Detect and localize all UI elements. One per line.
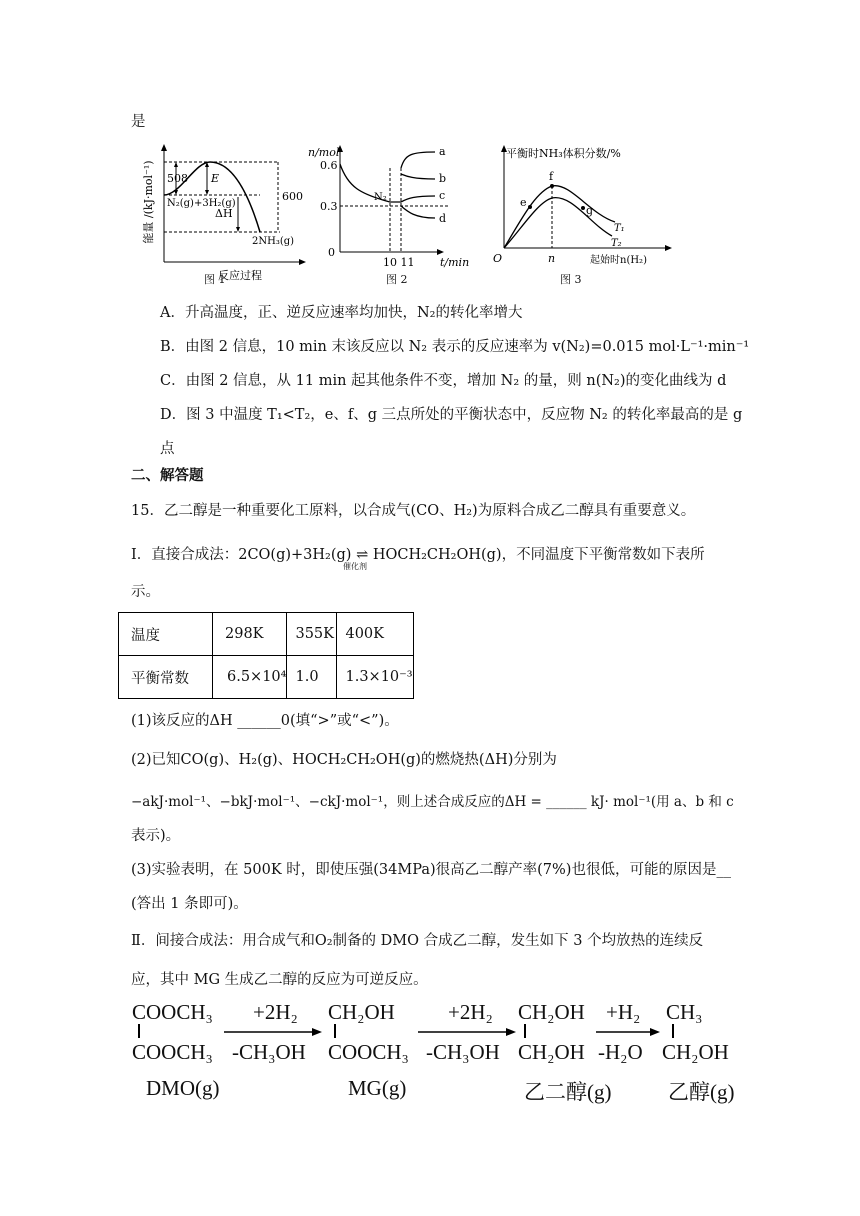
option-b: B．由图 2 信息，10 min 末该反应以 N₂ 表示的反应速率为 v(N₂)=0.015 mol·L⁻¹·min⁻¹	[160, 339, 750, 355]
ethanol-top: CH₃	[666, 1000, 703, 1024]
part2-text: Ⅱ．间接合成法：用合成气和O₂制备的 DMO 合成乙二醇，发生如下 3 个均放热的连续反	[131, 933, 704, 949]
option-d: D．图 3 中温度 T₁<T₂，e、f、g 三点所处的平衡状态中，反应物 N₂ 的转化率最高的是 g	[160, 407, 743, 423]
fig3-f: f	[549, 170, 554, 183]
arrow-icon	[418, 1026, 518, 1038]
table-cell: 400K	[337, 613, 414, 656]
table-cell: 355K	[287, 613, 337, 656]
section-title: 二、解答题	[131, 467, 204, 484]
equilibrium-table	[118, 612, 414, 699]
eg-name: 乙二醇(g)	[524, 1080, 612, 1104]
part2-text-cont: 应，其中 MG 生成乙二醇的反应为可逆反应。	[131, 972, 428, 988]
ethanol-bottom: CH₂OH	[662, 1040, 729, 1064]
figure-3	[490, 142, 675, 276]
q2: (2)已知CO(g)、H₂(g)、HOCH₂CH₂OH(g)的燃烧热(ΔH)分别为	[131, 752, 557, 768]
fig3-t1: T₁	[614, 223, 625, 234]
q1: (1)该反应的ΔH ______0(填“>”或“<”)。	[131, 713, 399, 729]
fig3-e: e	[520, 196, 527, 209]
bond-line	[524, 1024, 526, 1038]
table-cell: 温度	[119, 613, 213, 656]
arrow3-bottom: -H₂O	[598, 1040, 643, 1064]
option-c: C．由图 2 信息，从 11 min 起其他条件不变，增加 N₂ 的量，则 n(N₂)的变化曲线为 d	[160, 373, 727, 389]
fig2-c: c	[439, 189, 446, 202]
table-cell: 298K	[213, 613, 287, 656]
fig1-xlabel: 反应过程	[218, 269, 262, 282]
table-row	[119, 656, 414, 699]
mg-top: CH₂OH	[328, 1000, 395, 1024]
figure-2	[300, 142, 475, 276]
arrow1-bottom: -CH₃OH	[232, 1040, 306, 1064]
table-cell: 6.5×10⁴	[213, 656, 287, 699]
catalyst-label: 催化剂	[343, 562, 367, 571]
fig2-xlabel: t/min	[440, 256, 470, 269]
arrow1-top: +2H₂	[253, 1000, 298, 1024]
table-cell: 1.3×10⁻³	[337, 656, 414, 699]
fig2-n2: N₂	[374, 192, 387, 203]
fig3-xlabel: 起始时n(H₂)	[590, 255, 647, 266]
option-a: A．升高温度，正、逆反应速率均加快，N₂的转化率增大	[160, 305, 523, 321]
fig1-508: 508	[167, 172, 188, 185]
q3: (3)实验表明，在 500K 时，即使压强(34MPa)很高乙二醇产率(7%)也很低，可能的原因是__	[131, 862, 731, 878]
dmo-top: COOCH₃	[132, 1000, 213, 1024]
option-d-cont: 点	[160, 441, 175, 457]
fig2-t06: 0.6	[320, 159, 338, 172]
q15-intro: 15．乙二醇是一种重要化工原料，以合成气(CO、H₂)为原料合成乙二醇具有重要意义。	[131, 503, 696, 519]
figure-1	[140, 142, 310, 291]
arrow2-top: +2H₂	[448, 1000, 493, 1024]
fig2-d: d	[439, 212, 447, 225]
part1-text-cont: 示。	[131, 584, 160, 600]
ethanol-name: 乙醇(g)	[668, 1080, 735, 1104]
fig3-n: n	[548, 252, 556, 265]
fig2-t0: 0	[328, 246, 335, 259]
reaction-scheme	[128, 996, 738, 1106]
eg-top: CH₂OH	[518, 1000, 585, 1024]
table-cell: 平衡常数	[119, 656, 213, 699]
fig1-reactants: N₂(g)+3H₂(g)	[167, 198, 236, 209]
fig2-ylabel: n/mol	[308, 146, 340, 159]
mg-bottom: COOCH₃	[328, 1040, 409, 1064]
fig1-ylabel: 能量 /(kJ·mol⁻¹)	[142, 160, 155, 244]
bond-line	[334, 1024, 336, 1038]
bond-line	[138, 1024, 140, 1038]
lead-char: 是	[131, 114, 146, 130]
fig3-ylabel: 平衡时NH₃体积分数/%	[506, 147, 621, 160]
mg-name: MG(g)	[348, 1076, 407, 1100]
table-row	[119, 613, 414, 656]
bond-line	[672, 1024, 674, 1038]
fig1-e: E	[211, 172, 220, 185]
fig3-o: O	[493, 252, 503, 265]
fig3-g: g	[586, 204, 594, 217]
dmo-bottom: COOCH₃	[132, 1040, 213, 1064]
q3-cont: (答出 1 条即可)。	[131, 896, 248, 912]
arrow-icon	[596, 1026, 662, 1038]
arrow3-top: +H₂	[606, 1000, 641, 1024]
table-cell: 1.0	[287, 656, 337, 699]
fig2-t10: 10 11	[383, 256, 415, 269]
fig2-b: b	[439, 172, 447, 185]
q2-cont: −akJ·mol⁻¹、−bkJ·mol⁻¹、−ckJ·mol⁻¹，则上述合成反应的ΔH = ______ kJ· mol⁻¹(用 a、b 和 c	[131, 794, 734, 810]
part1-text: Ⅰ．直接合成法：2CO(g)+3H₂(g) ⇌ HOCH₂CH₂OH(g)，不同温度下平衡常数如下表所	[131, 547, 705, 563]
fig2-a: a	[439, 145, 446, 158]
dmo-name: DMO(g)	[146, 1076, 220, 1100]
fig3-caption: 图 3	[560, 273, 582, 286]
arrow-icon	[224, 1026, 324, 1038]
fig3-t2: T₂	[611, 238, 622, 249]
fig2-t03: 0.3	[320, 200, 338, 213]
fig2-caption: 图 2	[386, 273, 408, 286]
q2-cont2: 表示)。	[131, 828, 181, 844]
eg-bottom: CH₂OH	[518, 1040, 585, 1064]
fig1-product: 2NH₃(g)	[252, 236, 295, 247]
arrow2-bottom: -CH₃OH	[426, 1040, 500, 1064]
fig1-600: 600	[282, 190, 303, 203]
fig1-caption: 图 1	[204, 273, 226, 286]
fig1-dh: ΔH	[215, 207, 233, 220]
